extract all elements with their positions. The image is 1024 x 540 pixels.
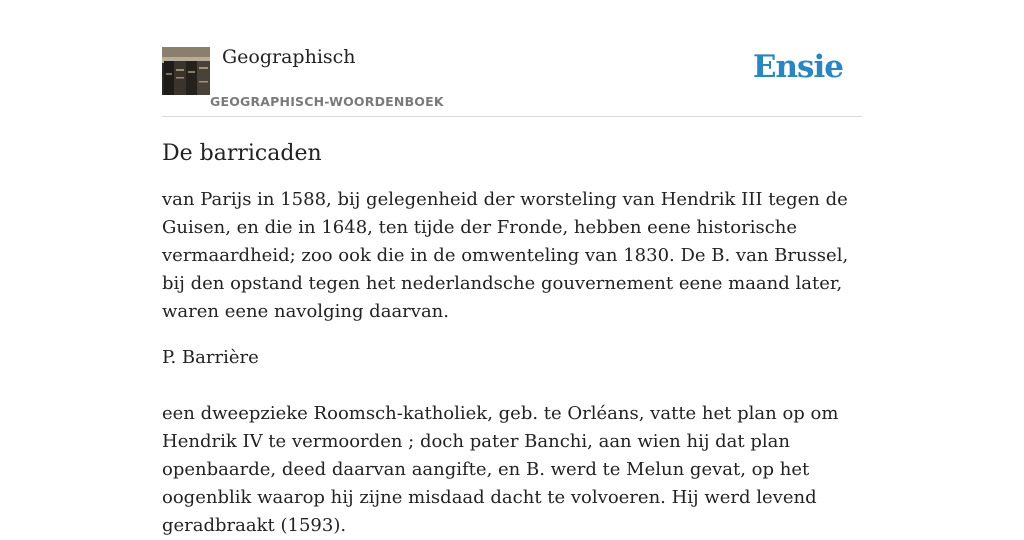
book-spines-avatar-icon: [162, 47, 210, 95]
site-name[interactable]: Geographisch: [222, 46, 356, 68]
avatar[interactable]: [162, 47, 210, 95]
site-slug[interactable]: GEOGRAPHISCH-WOORDENBOEK: [210, 94, 444, 109]
article: [162, 138, 866, 540]
entry-paragraph: van Parijs in 1588, bij gelegenheid der worsteling van Hendrik III tegen de Guisen, en die in 1648, ten tijde der Fronde, hebben eene historische vermaardheid; zoo ook die in de omwenteling van 1830. De B. van Brussel, bij den opstand tegen het nederlandsche gouvernement eene maand later, waren eene navolging daarvan.: [162, 189, 849, 322]
site-header: [162, 40, 862, 117]
entry-title: De barricaden: [162, 141, 322, 166]
entry-paragraph-2: een dweepzieke Roomsch-katholiek, geb. te Orléans, vatte het plan op om Hendrik IV te vermoorden ; doch pater Banchi, aan wien hij dat plan openbaarde, deed daarvan aangifte, en B. werd te Melun gevat, op het oogenblik waarop hij zijne misdaad dacht te volvoeren. Hij werd levend geradbraakt (1593).: [162, 403, 839, 536]
entry-subtitle: P. Barrière: [162, 347, 259, 368]
ensie-logo[interactable]: Ensie: [752, 49, 843, 85]
